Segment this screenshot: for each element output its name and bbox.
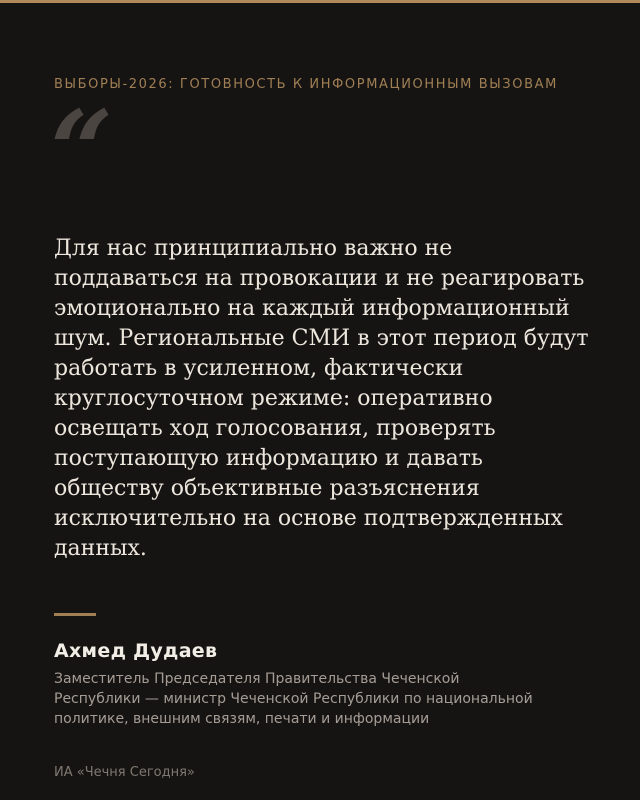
section-kicker: ВЫБОРЫ-2026: ГОТОВНОСТЬ К ИНФОРМАЦИОННЫМ ВЫЗОВАМ xyxy=(54,77,558,92)
top-accent-rule xyxy=(0,0,640,3)
author-title: Заместитель Председателя Правительства Чеченской Республики — министр Чеченской Республики по национальной политике, внешним связям, печати и информации xyxy=(54,671,533,727)
quote-mark-icon: “ xyxy=(50,86,114,215)
author-divider xyxy=(54,613,96,616)
author-name: Ахмед Дудаев xyxy=(54,640,218,662)
source-credit: ИА «Чечня Сегодня» xyxy=(54,765,195,780)
quote-text: Для нас принципиально важно не поддаваться на провокации и не реагировать эмоционально на каждый информационный шум. Региональные СМИ в этот период будут работать в усиленном, фактически круглосуточном режиме: оперативно освещать ход голосования, проверять поступающую информацию и давать обществу объективные разъяснения исключительно на основе подтвержденных данных. xyxy=(54,236,589,561)
